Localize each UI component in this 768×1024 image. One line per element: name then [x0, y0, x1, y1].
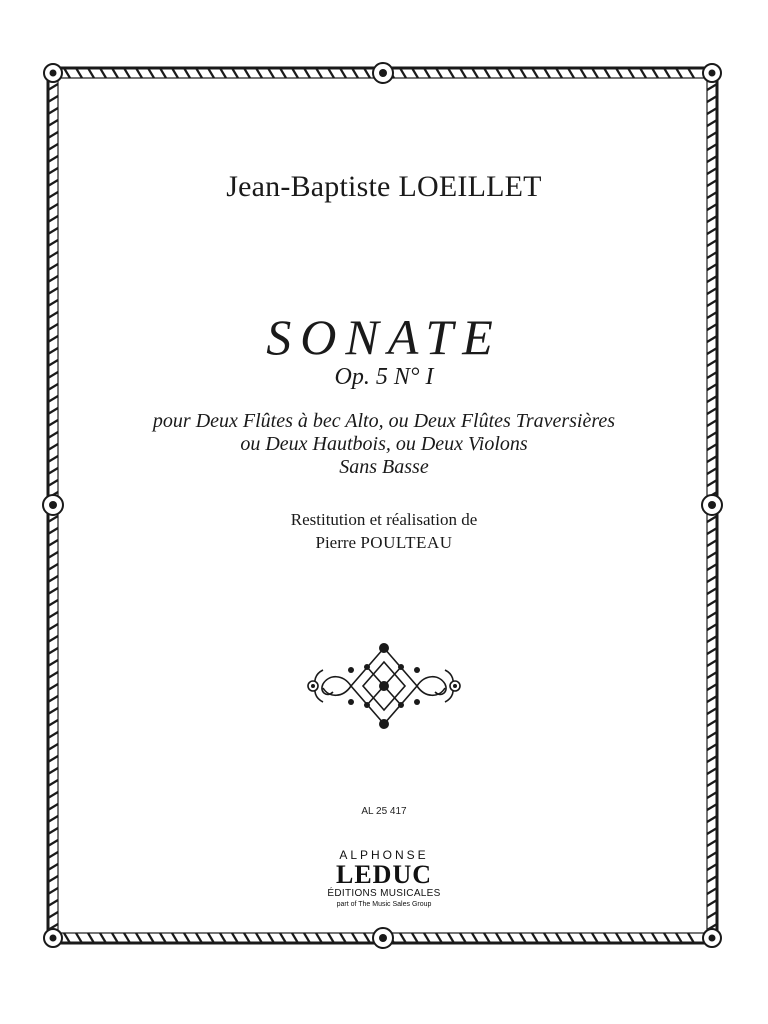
catalog-number: AL 25 417	[361, 806, 407, 817]
publisher-group: part of The Music Sales Group	[336, 901, 432, 908]
instrumentation-line: pour Deux Flûtes à bec Alto, ou Deux Flûtes Traversières	[152, 410, 616, 432]
restitution-credit	[0, 508, 768, 554]
editor-first-name: Pierre	[315, 533, 357, 552]
publisher-line: ÉDITIONS MUSICALES	[327, 888, 441, 899]
floral-vignette-ornament-icon	[305, 640, 463, 732]
opus-number: Op. 5 N° I	[334, 364, 434, 390]
instrumentation	[0, 410, 768, 479]
instrumentation-line: Sans Basse	[339, 456, 429, 478]
publisher-name: LEDUC	[335, 860, 432, 889]
work-title: SONATE	[266, 309, 502, 365]
publisher-line: ALPHONSE	[339, 848, 429, 862]
instrumentation-line: ou Deux Hautbois, ou Deux Violons	[240, 433, 528, 455]
editor-last-name: POULTEAU	[360, 533, 453, 552]
restitution-label: Restitution et réalisation de	[290, 510, 478, 529]
composer-last-name: LOEILLET	[398, 170, 542, 203]
composer-first-name: Jean-Baptiste	[226, 170, 391, 203]
composer-name	[0, 170, 768, 204]
editor-name	[0, 531, 768, 554]
publisher-logo	[0, 848, 768, 909]
